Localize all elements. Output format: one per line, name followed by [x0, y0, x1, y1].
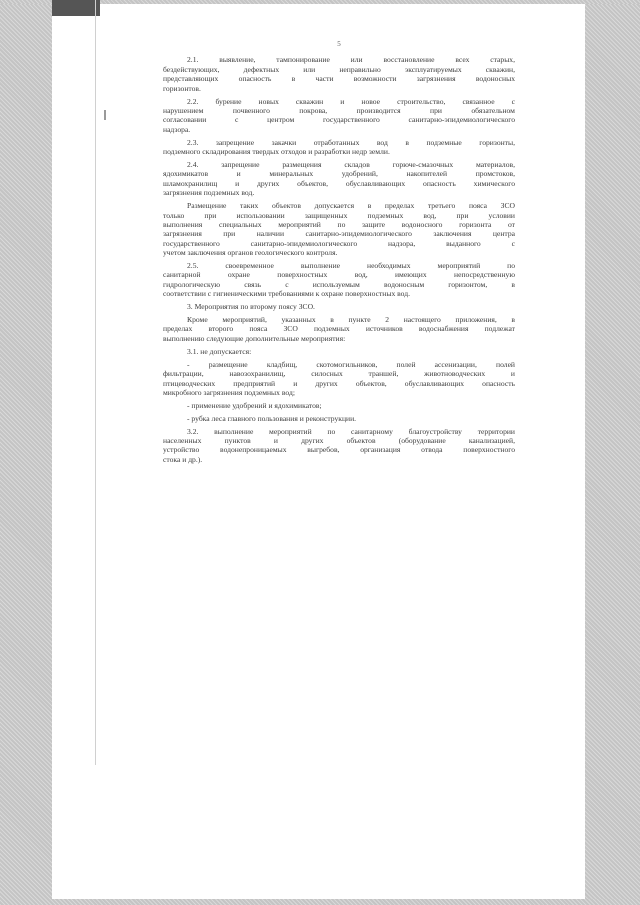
text-line: загрязнения подземных вод. [163, 188, 255, 198]
text-line: выполнению следующие дополнительные мероприятия: [163, 333, 346, 343]
text-line: шламохранилищ и других объектов, обуславливающих опасность химического [163, 178, 515, 188]
paragraph [163, 261, 515, 299]
scan-artifact [104, 110, 106, 120]
text-line: ядохимикатов и минеральных удобрений, накопителей промстоков, [163, 169, 515, 179]
text-line: пределах второго пояса ЗСО подземных источников водоснабжения подлежат [163, 324, 515, 334]
text-line: 2.1. выявление, тампонирование или восстановление всех старых, [187, 55, 515, 65]
text-line: государственного санитарно-эпидемиологического надзора, выданного с [163, 238, 515, 248]
text-line: учетом заключения органов геологического контроля. [163, 248, 338, 258]
page-fold-line [95, 0, 96, 765]
text-line: санитарной охране поверхностных вод, имеющих непосредственную [163, 270, 515, 280]
text-line: нарушением почвенного покрова, производится при обязательном [163, 105, 515, 115]
paragraph [163, 97, 515, 135]
text-line: Кроме мероприятий, указанных в пункте 2 настоящего приложения, в [187, 315, 515, 325]
text-line: 3. Мероприятия по второму поясу ЗСО. [187, 302, 315, 312]
scan-dark-corner [52, 0, 100, 16]
text-line: устройство водонепроницаемых выгребов, организация отвода поверхностного [163, 445, 515, 455]
paragraph [163, 160, 515, 198]
text-line: 2.2. бурение новых скважин и новое строительство, связанное с [187, 96, 515, 106]
text-line: 2.5. своевременное выполнение необходимых мероприятий по [187, 261, 515, 271]
text-line: 2.4. запрещение размещения складов горюче-смазочных материалов, [187, 159, 515, 169]
text-line: только при использовании защищенных подземных вод, при условии [163, 210, 515, 220]
paragraph [163, 347, 515, 356]
text-line: бездействующих, дефектных или неправильно эксплуатируемых скважин, [163, 64, 515, 74]
text-line: - рубка леса главного пользования и реконструкции. [187, 413, 357, 423]
text-line: подземного складирования твердых отходов и разработки недр земли. [163, 147, 390, 157]
scan-border-left [0, 0, 52, 905]
text-line: выполнения специальных мероприятий по защите водоносного горизонта от [163, 219, 515, 229]
paragraph [163, 55, 515, 93]
document-body [163, 40, 515, 468]
text-line: представляющих опасность в части возможности загрязнения водоносных [163, 74, 515, 84]
paragraph [163, 201, 515, 257]
paragraph-container [163, 55, 515, 464]
text-line: Размещение таких объектов допускается в пределах третьего пояса ЗСО [187, 201, 515, 211]
text-line: птицеводческих предприятий и других объектов, обуславливающих опасность [163, 378, 515, 388]
paragraph [163, 401, 515, 410]
paragraph [163, 138, 515, 157]
text-line: надзора. [163, 124, 191, 134]
text-line: 3.2. выполнение мероприятий по санитарному благоустройству территории [187, 426, 515, 436]
text-line: микробного загрязнения подземных вод; [163, 387, 295, 397]
text-line: гидрологическую связь с используемым водоносным горизонтом, в [163, 279, 515, 289]
scan-border-right [585, 0, 640, 905]
text-line: фильтрации, навозохранилищ, силосных траншей, животноводческих и [163, 369, 515, 379]
paragraph [163, 427, 515, 465]
text-line: 3.1. не допускается: [187, 346, 252, 356]
text-line: согласовании с центром государственного санитарно-эпидемиологического [163, 115, 515, 125]
paragraph [163, 302, 515, 311]
scan-border-bottom [0, 899, 640, 905]
text-line: населенных пунктов и других объектов (оборудование канализацией, [163, 436, 515, 446]
paragraph [163, 315, 515, 343]
paragraph [163, 414, 515, 423]
text-line: загрязнения при наличии санитарно-эпидемиологического заключения центра [163, 229, 515, 239]
text-line: - применение удобрений и ядохимикатов; [187, 400, 322, 410]
text-line: 2.3. запрещение закачки отработанных вод в подземные горизонты, [187, 137, 515, 147]
text-line: - размещение кладбищ, скотомогильников, полей ассенизации, полей [187, 359, 515, 369]
text-line: горизонтов. [163, 83, 201, 93]
text-line: стока и др.). [163, 454, 203, 464]
text-line: соответствии с гигиеническими требованиями к охране поверхностных вод. [163, 289, 411, 299]
paragraph [163, 360, 515, 398]
page-number: 5 [337, 40, 341, 48]
